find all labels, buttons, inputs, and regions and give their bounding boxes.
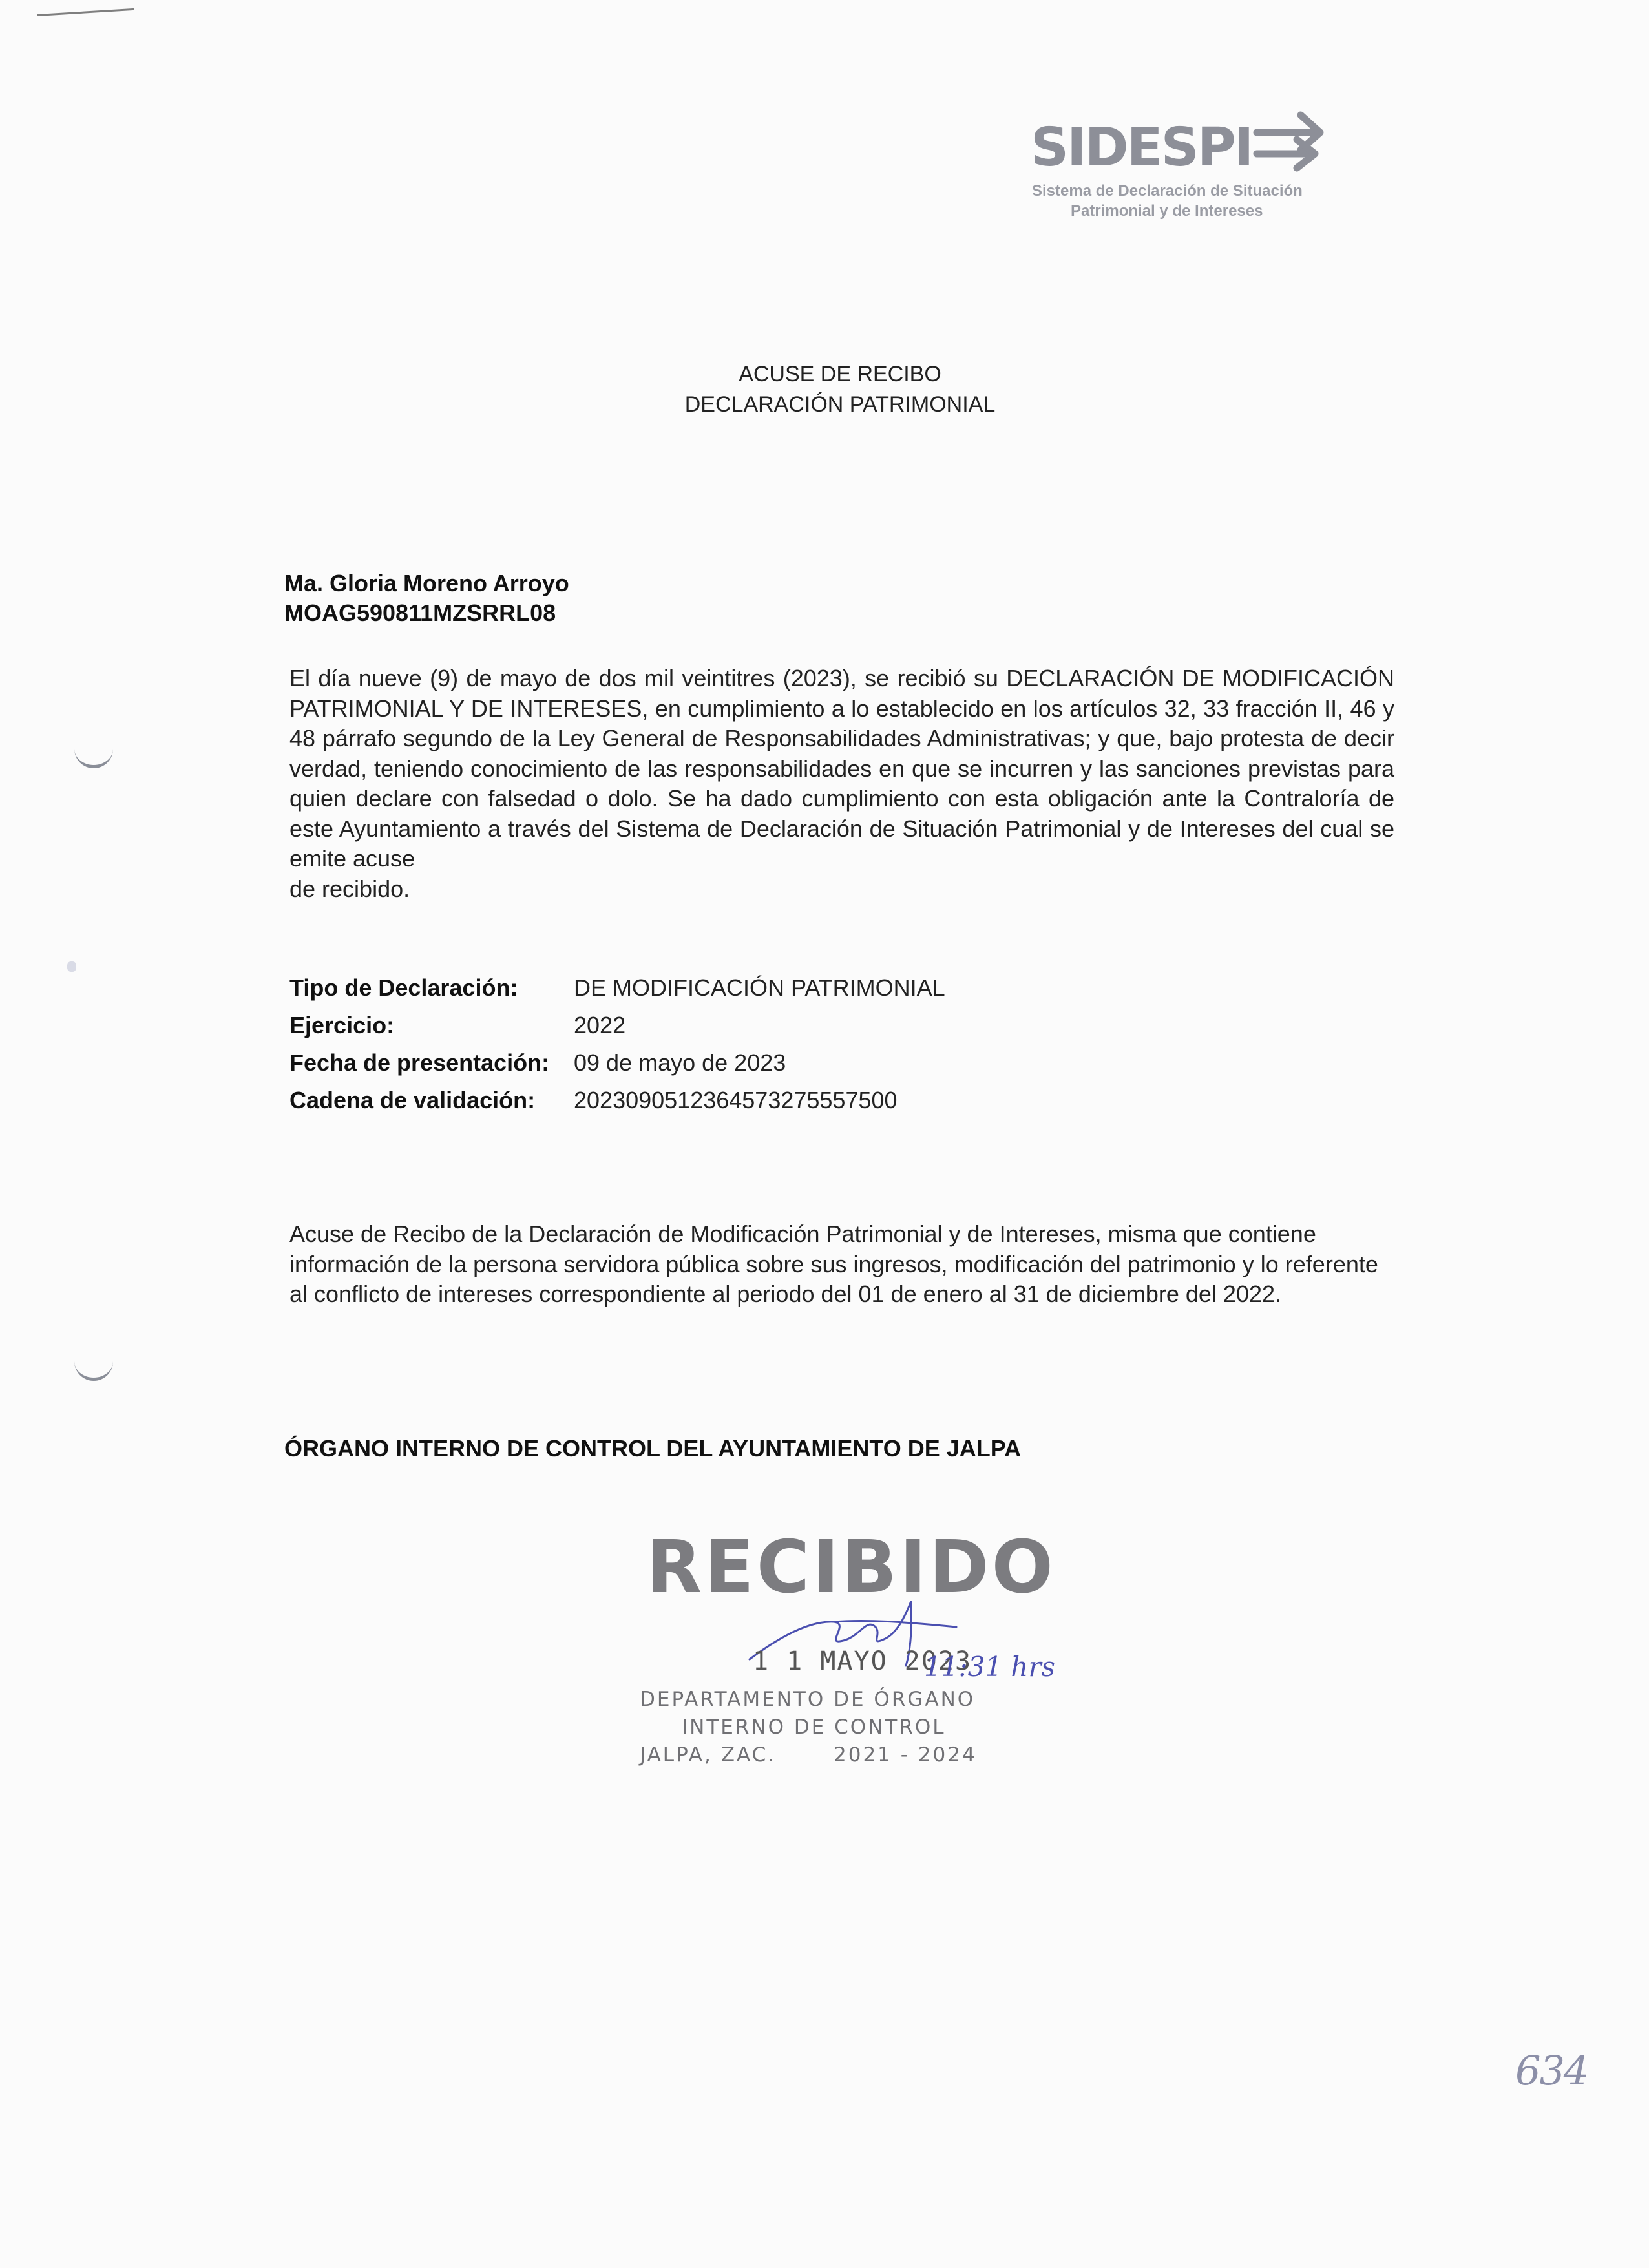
punch-hole-shadow (74, 1356, 113, 1381)
scan-speck (67, 961, 76, 972)
stamp-line (640, 1743, 977, 1767)
declarant-rfc: MOAG590811MZSRRL08 (284, 600, 556, 626)
detail-value: DE MODIFICACIÓN PATRIMONIAL (574, 974, 945, 1001)
stamp-place: JALPA, ZAC. (640, 1743, 777, 1767)
receipt-paragraph-main: El día nueve (9) de mayo de dos mil veintitres (2023), se recibió su DECLARACIÓN DE MODIFICACIÓN PATRIMONIAL Y DE INTERESES, en cumplimiento a lo establecido en los artículos 32, 33 fracción II, 46 y 48 párrafo segundo de la Ley General de Responsabilidades Administrativas; y que, bajo protesta de decir verdad, teniendo conocimiento de las responsabilidades en que se incurren y las sanciones previstas para quien declare con falsedad o dolo. Se ha dado cumplimiento con esta obligación ante la Contraloría de este Ayuntamiento a través del Sistema de Declaración de Situación Patrimonial y de Intereses del cual se emite acuse (289, 665, 1394, 872)
arrows-icon (1250, 103, 1334, 181)
stamp-line: INTERNO DE CONTROL (682, 1716, 946, 1739)
detail-label: Cadena de validación: (289, 1087, 536, 1113)
detail-value: 09 de mayo de 2023 (574, 1049, 786, 1076)
document-subtitle: DECLARACIÓN PATRIMONIAL (684, 392, 996, 417)
document-title: ACUSE DE RECIBO (739, 362, 941, 386)
logo-subtitle-line1: Sistema de Declaración de Situación (1032, 182, 1303, 200)
stamp-line: DEPARTAMENTO DE ÓRGANO (640, 1688, 976, 1711)
detail-value: 2022 (574, 1012, 626, 1038)
received-time-handwritten: 11:31 hrs (924, 1651, 1056, 1683)
stamp-years: 2021 - 2024 (834, 1743, 977, 1767)
receipt-paragraph-end: de recibido. (289, 875, 410, 902)
detail-value: 20230905123645732755575​00 (574, 1087, 898, 1113)
page-number-handwritten: 634 (1515, 2047, 1588, 2094)
summary-paragraph: Acuse de Recibo de la Declaración de Modificación Patrimonial y de Intereses, misma que contiene información de la persona servidora pública sobre sus ingresos, modificación del patrimonio y lo referente al conflicto de intereses correspondiente al periodo del 01 de enero al 31 de diciembre del 2022. (289, 1221, 1378, 1307)
logo-wordmark: SIDESPI (1031, 117, 1252, 178)
received-stamp-date: 1 1 MAYO 2023 (753, 1646, 972, 1676)
declarant-name: Ma. Gloria Moreno Arroyo (284, 570, 569, 596)
receipt-paragraph (289, 664, 1394, 904)
issuing-body: ÓRGANO INTERNO DE CONTROL DEL AYUNTAMIENTO DE JALPA (284, 1435, 1022, 1462)
sidespi-logo (1031, 103, 1341, 226)
logo-subtitle-line2: Patrimonial y de Intereses (1071, 202, 1263, 220)
detail-label: Ejercicio: (289, 1012, 395, 1038)
received-stamp-word: RECIBIDO (646, 1526, 1056, 1610)
detail-label: Fecha de presentación: (289, 1049, 550, 1076)
punch-hole-shadow (74, 743, 113, 768)
detail-label: Tipo de Declaración: (289, 974, 518, 1001)
scan-pen-mark (37, 8, 134, 16)
